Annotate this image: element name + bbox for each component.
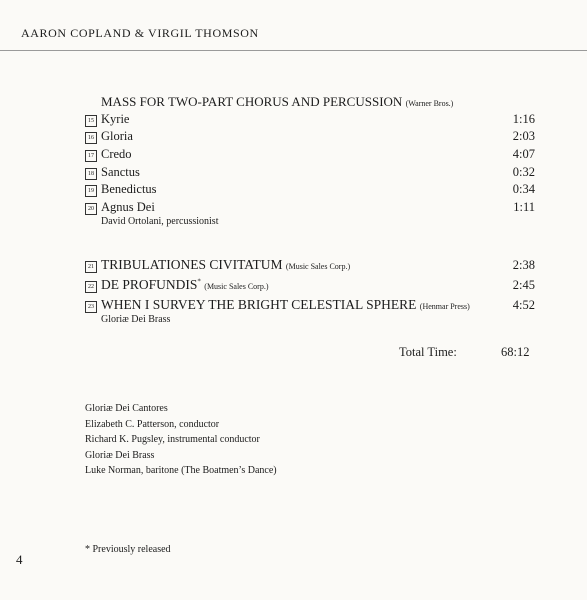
track-number-box: 23: [85, 301, 97, 313]
work-publisher: (Music Sales Corp.): [204, 282, 269, 291]
track-row: [85, 147, 535, 165]
work-title-text: TRIBULATIONES CIVITATUM: [101, 257, 283, 272]
track-title: Sanctus: [101, 165, 140, 179]
performer-line: Gloriæ Dei Cantores: [85, 403, 168, 414]
track-row: [85, 112, 535, 130]
track-number-box: 22: [85, 281, 97, 293]
work-duration: 4:52: [512, 298, 535, 312]
track-number-box: 16: [85, 132, 97, 144]
track-row: [85, 165, 535, 183]
track-number-box: 21: [85, 261, 97, 273]
footnote: * Previously released: [85, 544, 171, 555]
track-number-box: 15: [85, 115, 97, 127]
header-title: AARON COPLAND & VIRGIL THOMSON: [21, 26, 259, 40]
performer-line: Luke Norman, baritone (The Boatmen’s Dance): [85, 465, 277, 476]
track-duration: 2:03: [512, 129, 535, 143]
track-number-box: 19: [85, 185, 97, 197]
work-title-text: WHEN I SURVEY THE BRIGHT CELESTIAL SPHERE: [101, 297, 417, 312]
performer-line: Richard K. Pugsley, instrumental conductor: [85, 434, 260, 445]
mass-publisher: (Warner Bros.): [405, 99, 454, 108]
work-title: [101, 277, 269, 293]
work-publisher: (Henmar Press): [419, 302, 470, 311]
track-title: Gloria: [101, 129, 133, 143]
track-duration: 1:11: [513, 200, 535, 214]
mass-performer-note: David Ortolani, percussionist: [101, 216, 219, 227]
performer-line: Elizabeth C. Patterson, conductor: [85, 418, 220, 430]
page-number: 4: [16, 552, 23, 567]
performer-line: Gloriæ Dei Brass: [85, 449, 155, 461]
performer-credits: [85, 401, 277, 479]
work-row: [85, 258, 535, 276]
total-time-label: Total Time:: [399, 345, 457, 359]
track-row: [85, 182, 535, 200]
track-number-box: 17: [85, 150, 97, 162]
track-title: Agnus Dei: [101, 200, 155, 214]
track-number-box: 18: [85, 168, 97, 180]
work-title: [101, 257, 350, 273]
work-footnote-mark: *: [197, 277, 201, 286]
works-performer-note: Gloriæ Dei Brass: [101, 314, 171, 325]
track-title: Credo: [101, 147, 132, 161]
track-number-box: 20: [85, 203, 97, 215]
mass-title: [101, 94, 453, 110]
track-duration: 0:34: [512, 182, 535, 196]
work-title-text: DE PROFUNDIS: [101, 277, 198, 292]
work-publisher: (Music Sales Corp.): [285, 262, 351, 271]
track-duration: 1:16: [512, 112, 535, 126]
track-title: Benedictus: [101, 182, 157, 196]
track-title: Kyrie: [101, 112, 130, 126]
track-duration: 0:32: [512, 165, 535, 179]
work-row: [85, 278, 535, 296]
page-header: [0, 0, 587, 51]
work-title: [101, 297, 470, 313]
mass-title-text: MASS FOR TWO-PART CHORUS AND PERCUSSION: [101, 94, 403, 109]
track-duration: 4:07: [512, 147, 535, 161]
total-time-value: 68:12: [501, 345, 530, 359]
track-row: [85, 129, 535, 147]
work-duration: 2:38: [512, 258, 535, 272]
work-duration: 2:45: [512, 278, 535, 292]
